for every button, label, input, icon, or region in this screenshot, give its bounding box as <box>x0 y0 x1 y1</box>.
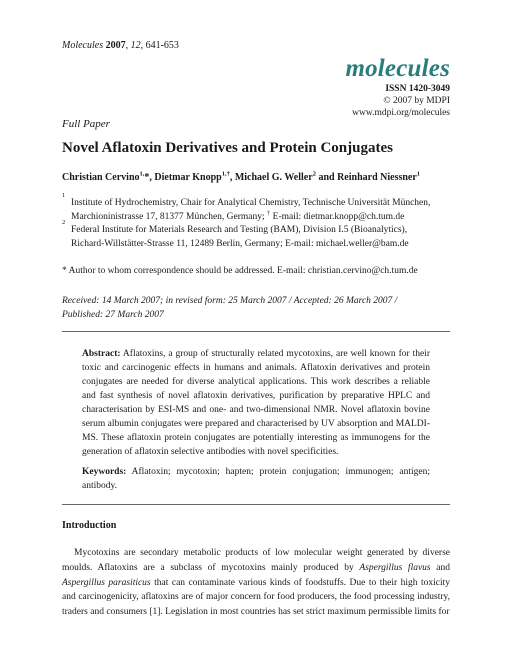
section-heading: Introduction <box>62 520 117 531</box>
author-mark: * <box>144 172 150 183</box>
author-name: Christian Cervino <box>62 172 140 183</box>
paper-title: Novel Aflatoxin Derivatives and Protein Conjugates <box>62 140 393 156</box>
journal-pages: 641-653 <box>145 40 179 51</box>
journal-logo: molecules <box>345 55 450 82</box>
journal-year: 2007 <box>105 40 126 51</box>
received-dates: Received: 14 March 2007; in revised form: 25 March 2007 / Accepted: 26 March 2007 / <box>62 296 398 306</box>
keywords <box>82 465 430 493</box>
divider <box>62 331 450 332</box>
affiliation-email[interactable]: E-mail: dietmar.knopp@ch.tum.de <box>270 212 405 222</box>
correspondence-note: * Author to whom correspondence should be addressed. E-mail: christian.cervino@ch.tum.de <box>62 266 418 276</box>
journal-volume: 12 <box>130 40 141 51</box>
copyright: © 2007 by MDPI <box>383 96 450 106</box>
article-type: Full Paper <box>62 118 110 130</box>
affiliation-line: Federal Institute for Materials Research and Testing (BAM), Division I.5 (Bioanalytics), <box>71 225 408 235</box>
body-paragraph: Mycotoxins are secondary metabolic products of low molecular weight generated by diverse moulds. Aflatoxins are a subclass of mycotoxins mainly produced by Aspergillus flavus and Aspergillus parasiticus that can contaminate various kinds of foodstuffs. Due to their high toxicity and carcinogenicity, aflatoxins are of major concern for food producers, the food processing industry, traders and consumers [1]. Legislation in most countries has set strict maximum permissible limits for <box>62 548 451 618</box>
publication-dates <box>62 294 452 322</box>
issn: ISSN 1420-3049 <box>385 84 450 94</box>
species-name: Aspergillus parasiticus <box>62 577 151 588</box>
author-name: Dietmar Knopp <box>154 172 222 183</box>
species-name: Aspergillus flavus <box>359 562 431 573</box>
published-date: Published: 27 March 2007 <box>62 310 164 320</box>
website-link[interactable]: www.mdpi.org/molecules <box>352 108 450 118</box>
keywords-text: Aflatoxin; mycotoxin; hapten; protein conjugation; immunogen; antigen; antibody. <box>82 467 430 491</box>
author-affil: 1 <box>416 170 421 178</box>
author-affil: 1,† <box>221 170 230 178</box>
affiliation-line: Marchioninistrasse 17, 81377 München, Germany; <box>71 212 265 222</box>
abstract-text: Aflatoxins, a group of structurally related mycotoxins, are well known for their toxic and carcinogenic effects in humans and animals. Aflatoxin derivatives and protein conjugates are needed for diverse analytical applications. This work describes a reliable and fast synthesis of novel aflatoxin derivatives, purification by preparative HPLC and characterisation by ESI-MS and one- and two-dimensional NMR. Novel aflatoxin bovine serum albumin conjugates were prepared and characterised by UV absorption and MALDI-MS. These aflatoxin protein conjugates are potentially interesting as immunogens for the generation of aflatoxin selective antibodies with novel specificities. <box>82 349 430 457</box>
divider <box>62 504 450 505</box>
affiliation-line: Richard-Willstätter-Strasse 11, 12489 Berlin, Germany; E-mail: michael.weller@bam.de <box>71 239 409 249</box>
affiliation-line: Institute of Hydrochemistry, Chair for Analytical Chemistry, Technische Universität München, <box>71 198 431 208</box>
affiliation-1: 1 Institute of Hydrochemistry, Chair for Analytical Chemistry, Technische Universität München, Marchioninistrasse 17, 81377 München, Germany; † E-mail: dietmar.knopp@ch.tum.de <box>62 192 431 222</box>
abstract <box>82 347 430 459</box>
dagger-mark: † <box>267 209 271 217</box>
author-affil: 2 <box>312 170 316 178</box>
author-affil: 1, <box>139 170 145 178</box>
abstract-label: Abstract: <box>82 349 121 359</box>
keywords-label: Keywords: <box>82 467 127 477</box>
journal-name: Molecules <box>62 40 104 51</box>
author-name: Michael G. Weller <box>234 172 313 183</box>
affiliation-2: 2 Federal Institute for Materials Research and Testing (BAM), Division I.5 (Bioanalytics), Richard-Willstätter-Strasse 11, 12489 Berlin, Germany; E-mail: michael.weller@bam.de <box>62 219 409 249</box>
author-name: Reinhard Niessner <box>337 172 417 183</box>
author-list: Christian Cervino$^{1,}$*, Dietmar Knopp$^{1,\dagger}$, Michael G. Weller$^2$ and Reinhard Niessner$^1$ <box>62 170 421 183</box>
journal-citation: Molecules 2007, 12, 641-653 <box>62 40 179 51</box>
